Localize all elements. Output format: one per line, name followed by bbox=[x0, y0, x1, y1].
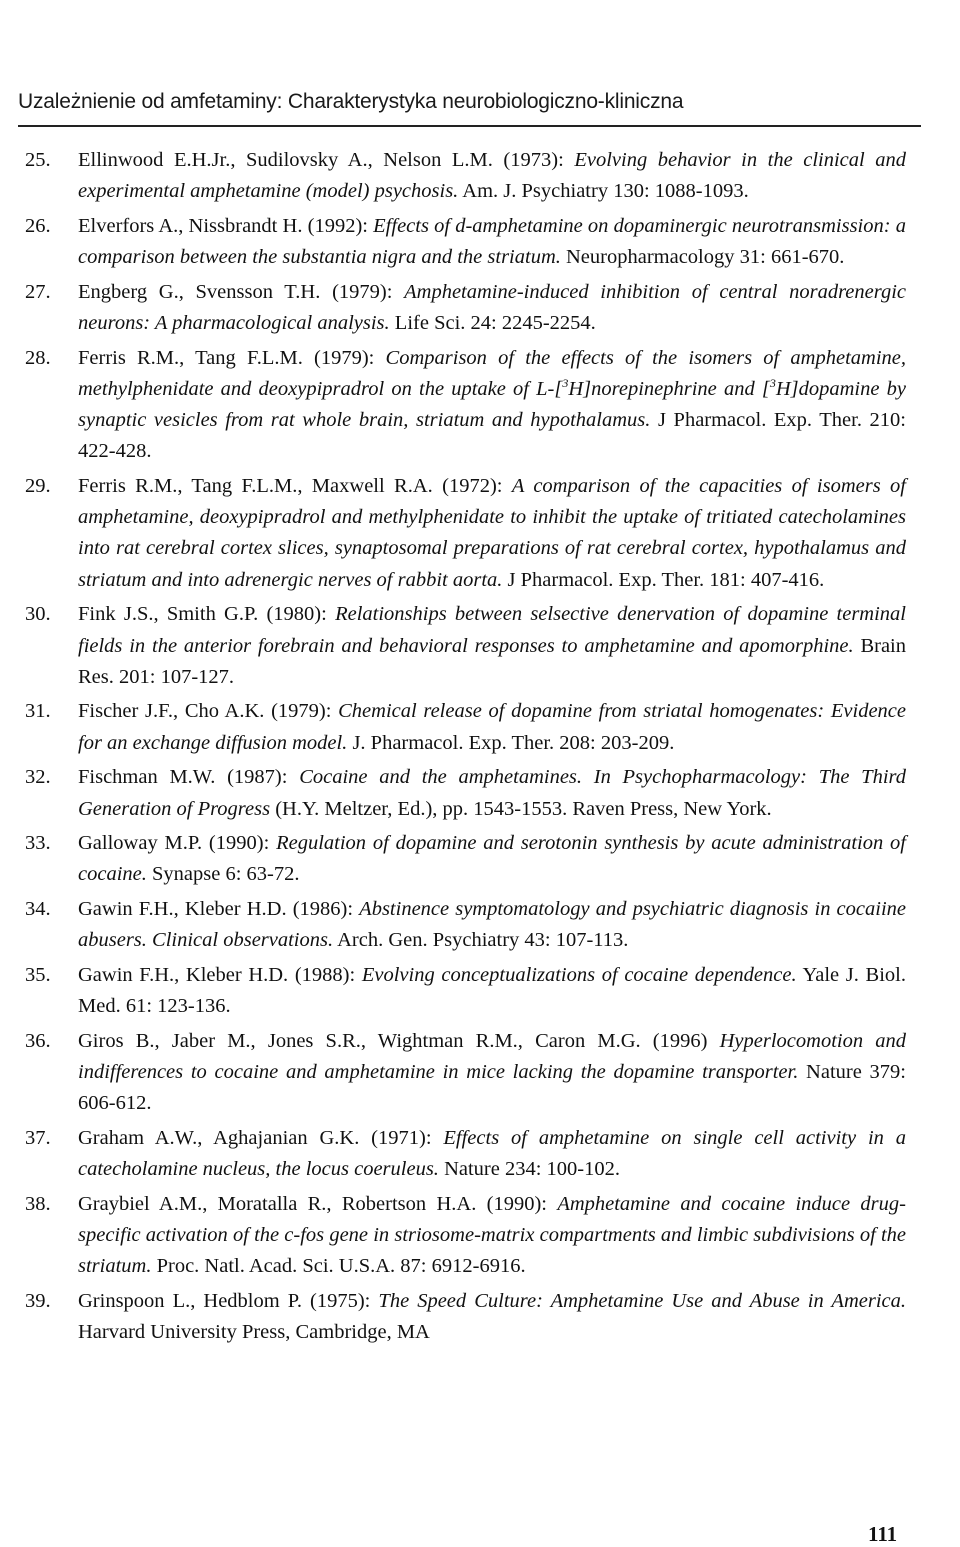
reference-source: J Pharmacol. Exp. Ther. 210: 422-428. bbox=[78, 409, 906, 463]
reference-number: 32. bbox=[25, 766, 51, 789]
reference-item bbox=[0, 762, 960, 824]
reference-title: Evolving conceptualizations of cocaine dependence. bbox=[361, 964, 797, 987]
reference-item bbox=[0, 471, 960, 596]
reference-item bbox=[0, 894, 960, 956]
reference-authors: Gawin F.H., Kleber H.D. (1986): bbox=[78, 898, 360, 921]
reference-authors: Gawin F.H., Kleber H.D. (1988): bbox=[78, 964, 362, 987]
reference-title-part: H]dopamine by synaptic vesicles from rat whole brain, striatum and hypothalamus. bbox=[78, 377, 906, 432]
reference-title: The Speed Culture: Amphetamine Use and Abuse in America. bbox=[378, 1290, 906, 1313]
header-rule bbox=[18, 125, 921, 127]
reference-number: 36. bbox=[25, 1029, 51, 1052]
reference-number: 33. bbox=[25, 832, 51, 855]
reference-title: Abstinence symptomatology and psychiatric diagnosis in cocaiine abusers. Clinical observations. bbox=[78, 898, 906, 952]
reference-item bbox=[0, 277, 960, 339]
reference-number: 30. bbox=[25, 603, 51, 626]
reference-title: Amphetamine and cocaine induce drug-specific activation of the c-fos gene in striosome-matrix compartments and limbic subdivisions of the striatum. bbox=[78, 1193, 906, 1278]
reference-title: Cocaine and the amphetamines. In Psychopharmacology: The Third Generation of Progress bbox=[78, 766, 906, 820]
reference-authors: Grinspoon L., Hedblom P. (1975): bbox=[78, 1290, 379, 1313]
reference-item bbox=[0, 599, 960, 693]
reference-source: J Pharmacol. Exp. Ther. 181: 407-416. bbox=[502, 568, 825, 591]
reference-item bbox=[0, 145, 960, 207]
reference-title: A comparison of the capacities of isomers of amphetamine, deoxypipradrol and methylphenidate to inhibit the uptake of tritiated catecholamines into rat cerebral cortex slices, synaptosomal preparations of rat cerebral cortex, hypothalamus and striatum and into adrenergic nerves of rabbit aorta. bbox=[78, 475, 906, 591]
reference-item bbox=[0, 828, 960, 890]
reference-source: J. Pharmacol. Exp. Ther. 208: 203-209. bbox=[347, 731, 675, 754]
reference-authors: Engberg G., Svensson T.H. (1979): bbox=[78, 280, 405, 303]
reference-authors: Ferris R.M., Tang F.L.M., Maxwell R.A. (1972): bbox=[78, 475, 512, 498]
reference-title: Hyperlocomotion and indifferences to cocaine and amphetamine in mice lacking the dopamine transporter. bbox=[78, 1029, 906, 1084]
reference-item bbox=[0, 696, 960, 758]
reference-number: 31. bbox=[25, 700, 51, 723]
reference-number: 37. bbox=[25, 1127, 51, 1150]
reference-number: 38. bbox=[25, 1193, 51, 1215]
reference-source: Neuropharmacology 31: 661-670. bbox=[560, 246, 845, 269]
page-number: 111 bbox=[868, 1522, 898, 1546]
reference-source: Am. J. Psychiatry 130: 1088-1093. bbox=[458, 180, 749, 203]
reference-authors: Ferris R.M., Tang F.L.M. (1979): bbox=[78, 346, 386, 369]
reference-title: Amphetamine-induced inhibition of central noradrenergic neurons: A pharmacological analysis. bbox=[78, 280, 907, 335]
reference-authors: Elverfors A., Nissbrandt H. (1992): bbox=[78, 214, 374, 237]
reference-item bbox=[0, 1026, 960, 1120]
reference-item bbox=[0, 343, 960, 468]
reference-title: Regulation of dopamine and serotonin synthesis by acute administration of cocaine. bbox=[78, 832, 907, 886]
superscript-isotope: 3 bbox=[562, 376, 569, 391]
superscript-isotope: 3 bbox=[769, 376, 776, 391]
reference-item bbox=[0, 1286, 960, 1348]
reference-item bbox=[0, 1123, 960, 1185]
reference-title-part: Comparison of the effects of the isomers of amphetamine, methylphenidate and deoxypipradrol on the uptake of L-[ bbox=[78, 346, 906, 400]
reference-number: 28. bbox=[25, 346, 51, 369]
reference-authors: Graham A.W., Aghajanian G.K. (1971): bbox=[78, 1127, 444, 1150]
reference-source: Brain Res. 201: 107-127. bbox=[78, 634, 906, 688]
reference-title: Evolving behavior in the clinical and experimental amphetamine (model) psychosis. bbox=[78, 149, 906, 203]
reference-number: 26. bbox=[25, 214, 51, 237]
reference-source: Synapse 6: 63-72. bbox=[146, 863, 300, 886]
reference-source: Yale J. Biol. Med. 61: 123-136. bbox=[78, 964, 906, 1018]
reference-source: Proc. Natl. Acad. Sci. U.S.A. 87: 6912-6916. bbox=[151, 1255, 526, 1278]
reference-number: 29. bbox=[25, 475, 51, 498]
reference-source: Harvard University Press, Cambridge, MA bbox=[78, 1321, 430, 1344]
reference-number: 25. bbox=[25, 149, 51, 171]
running-header: Uzależnienie od amfetaminy: Charakterystyka neurobiologiczno-kliniczna bbox=[18, 90, 684, 113]
reference-source: Arch. Gen. Psychiatry 43: 107-113. bbox=[333, 929, 629, 952]
reference-source: Life Sci. 24: 2245-2254. bbox=[389, 312, 596, 335]
reference-title-part: H]norepinephrine and [ bbox=[568, 377, 770, 400]
reference-list bbox=[0, 145, 960, 1352]
reference-source: Nature 234: 100-102. bbox=[438, 1158, 620, 1181]
reference-title: Relationships between selsective denervation of dopamine terminal fields in the anterior forebrain and behavioral responses to amphetamine and apomorphine. bbox=[78, 603, 906, 657]
reference-authors: Fischman M.W. (1987): bbox=[78, 766, 300, 789]
reference-authors: Fischer J.F., Cho A.K. (1979): bbox=[78, 700, 339, 723]
reference-item bbox=[0, 960, 960, 1022]
reference-authors: Giros B., Jaber M., Jones S.R., Wightman R.M., Caron M.G. (1996) bbox=[78, 1029, 720, 1052]
reference-authors: Graybiel A.M., Moratalla R., Robertson H.A. (1990): bbox=[78, 1193, 558, 1215]
reference-authors: Fink J.S., Smith G.P. (1980): bbox=[78, 603, 336, 626]
reference-authors: Galloway M.P. (1990): bbox=[78, 832, 277, 855]
reference-source: Nature 379: 606-612. bbox=[78, 1061, 906, 1115]
reference-title: Effects of d-amphetamine on dopaminergic neurotransmission: a comparison between the substantia nigra and the striatum. bbox=[78, 214, 906, 269]
reference-item bbox=[0, 211, 960, 273]
reference-title: Effects of amphetamine on single cell activity in a catecholamine nucleus, the locus coeruleus. bbox=[78, 1127, 906, 1181]
reference-item bbox=[0, 1189, 960, 1283]
reference-source: (H.Y. Meltzer, Ed.), pp. 1543-1553. Raven Press, New York. bbox=[270, 797, 772, 820]
reference-title: Chemical release of dopamine from striatal homogenates: Evidence for an exchange diffusion model. bbox=[78, 700, 907, 754]
reference-number: 34. bbox=[25, 898, 51, 921]
reference-number: 27. bbox=[25, 280, 51, 303]
reference-authors: Ellinwood E.H.Jr., Sudilovsky A., Nelson L.M. (1973): bbox=[78, 149, 575, 171]
reference-number: 39. bbox=[25, 1290, 51, 1313]
reference-number: 35. bbox=[25, 964, 51, 987]
